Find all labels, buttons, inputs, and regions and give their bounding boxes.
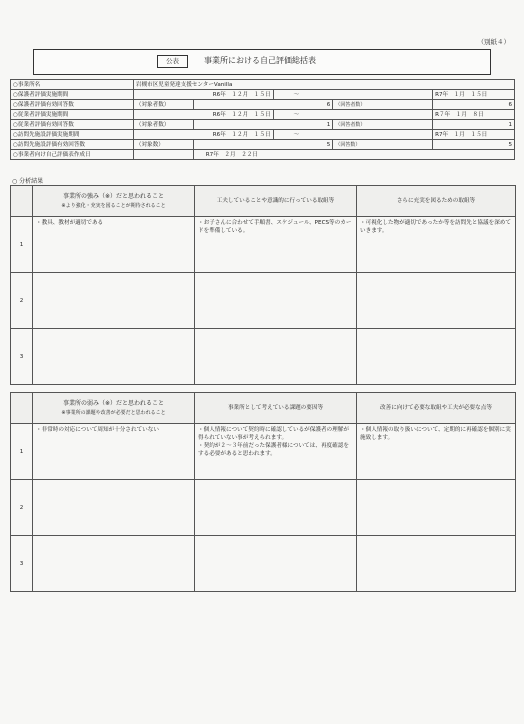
respondent-value: 5 [433, 140, 515, 150]
analysis-heading: ○ 分析結果 [12, 178, 44, 185]
cell: ・個人情報の取り扱いについて、定期的に再確認を個別に実施致します。 [357, 424, 516, 480]
target-label: （対象者数） [133, 100, 193, 110]
cell: ・個人情報について契約時に確認しているが保護者の理解が得られていない事が考えられます。 ・契約が２～３年前だった保護者様については、再度確認をする必要があると思われます。 [195, 424, 357, 480]
cell: ・教具、教材が適切である [33, 217, 195, 273]
period-sep: ～ [273, 90, 433, 100]
info-label: ○保護者評価実施期間 [11, 90, 134, 100]
info-row-visit-period [11, 130, 515, 140]
info-row-parent-period [11, 90, 515, 100]
info-label: ○事業所名 [11, 80, 134, 90]
info-row-created-date [11, 150, 515, 160]
public-label: 公表 [157, 55, 188, 68]
target-label: （対象数） [133, 140, 193, 150]
page-title: 事業所における自己評価総括表 [204, 56, 316, 65]
respondent-label: （回答者数） [333, 100, 433, 110]
cell: ・可視化した物が適切であったか等を訪問先と協議を深めていきます。 [357, 217, 516, 273]
period-start: R6年 １２月 １５日 [133, 110, 273, 120]
info-label: ○従業者評価実施期間 [11, 110, 134, 120]
improvements-header: さらに充実を図るための取組等 [357, 186, 516, 217]
period-end: R7年 １月 １５日 [433, 130, 515, 140]
info-row-staff-period [11, 110, 515, 120]
weakness-table [10, 392, 516, 592]
info-row-staff-responses [11, 120, 515, 130]
target-value: 6 [193, 100, 333, 110]
info-label: ○訪問先施設評価有効回答数 [11, 140, 134, 150]
created-date: R7年 ２月 ２２日 [193, 150, 514, 160]
info-label: ○従業者評価有効回答数 [11, 120, 134, 130]
target-value: 1 [193, 120, 333, 130]
period-end: R７年 １月 ８日 [433, 110, 515, 120]
table-row: 2 [11, 273, 516, 329]
causes-header: 事業所として考えている課題の要因等 [195, 393, 357, 424]
measures-header: 改善に向けて必要な取組や工夫が必要な点等 [357, 393, 516, 424]
respondent-value: 1 [433, 120, 515, 130]
period-start: R6年 １２月 １５日 [133, 90, 273, 100]
period-sep: ～ [273, 130, 433, 140]
strengths-table [10, 185, 516, 385]
period-sep: ～ [273, 110, 433, 120]
info-label: ○訪問先施設評価実施期間 [11, 130, 134, 140]
annex-label: （別紙４） [477, 38, 510, 46]
efforts-header: 工夫していることや意識的に行っている取組等 [195, 186, 357, 217]
period-start: R6年 １２月 １５日 [133, 130, 273, 140]
office-name: 岩槻市区児童発達支援センターVanilla [133, 80, 514, 90]
title-box [33, 49, 491, 75]
target-value: 5 [193, 140, 333, 150]
table-row: 3 [11, 329, 516, 385]
cell: ・非常時の対応について周知が十分されていない [33, 424, 195, 480]
strengths-header: 事業所の強み（※）だと思われること ※より強化・充実を図ることが期待されること [33, 186, 195, 217]
table-row: 1 ・非常時の対応について周知が十分されていない ・個人情報について契約時に確認しているが保護者の理解が得られていない事が考えられます。 ・契約が２～３年前だった保護者様については、再度確認をする必要があると思われます。 ・個人情報の取り扱いについて、定期的に再確認を個別に実施致します。 [11, 424, 516, 480]
info-table [10, 79, 515, 160]
period-end: R7年 １月 １５日 [433, 90, 515, 100]
target-label: （対象者数） [133, 120, 193, 130]
respondent-label: （回答数） [333, 140, 433, 150]
info-label: ○事業者向け自己評価表作成日 [11, 150, 134, 160]
respondent-label: （回答者数） [333, 120, 433, 130]
info-label: ○保護者評価有効回答数 [11, 100, 134, 110]
table-row: 3 [11, 536, 516, 592]
info-row-parent-responses [11, 100, 515, 110]
info-row-office [11, 80, 515, 90]
weakness-header: 事業所の弱み（※）だと思われること ※事業所の課題や改善が必要だと思われること [33, 393, 195, 424]
cell: ・お子さんに合わせて手順書、スケジュール、PECS等のカードを準備している。 [195, 217, 357, 273]
table-row: 1 ・教具、教材が適切である ・お子さんに合わせて手順書、スケジュール、PECS等のカードを準備している。 ・可視化した物が適切であったか等を訪問先と協議を深めていきます。 [11, 217, 516, 273]
info-row-visit-responses [11, 140, 515, 150]
table-row: 2 [11, 480, 516, 536]
respondent-value: 6 [433, 100, 515, 110]
